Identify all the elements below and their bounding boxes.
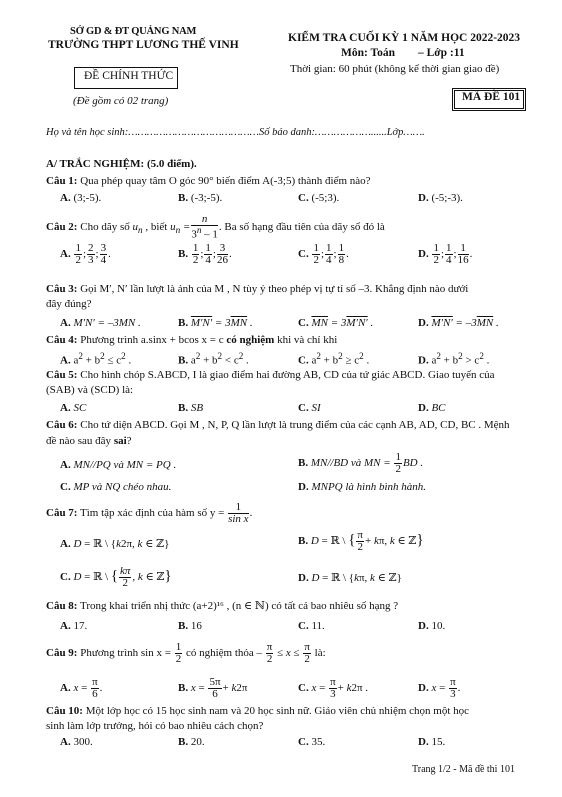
option-letter: A. xyxy=(60,459,71,471)
subject: Môn: Toán xyxy=(341,47,396,59)
option-letter: D. xyxy=(418,682,429,695)
question-text: Một lớp học có 15 học sinh nam và 20 học sinh nữ. Giáo viên chủ nhiệm chọn một học xyxy=(82,705,470,717)
student-info-line: Họ và tên học sinh:……………………………………Số báo danh:………………......Lớp……. xyxy=(46,127,425,138)
option-letter: B. xyxy=(178,682,189,695)
option-letter: D. xyxy=(298,572,309,584)
option-letter: A. xyxy=(60,402,71,414)
question-4 xyxy=(46,334,337,346)
option-letter: C. xyxy=(298,192,309,204)
option-letter: B. xyxy=(178,354,189,367)
option-text: MP và NQ chéo nhau. xyxy=(73,481,172,493)
question-label: Câu 2: xyxy=(46,220,78,233)
option-text: BD . xyxy=(402,457,424,470)
q4-option-c: C. $a^2 + b^2 \ge c^2$ . xyxy=(298,351,370,367)
option-text: (-5;3). xyxy=(311,192,340,204)
question-text: Phương trình a.sinx + bcos x = c xyxy=(77,334,227,346)
q7-option-a: A. D = ℝ \ {k2π, k ∈ ℤ} xyxy=(60,538,170,550)
option-letter: B. xyxy=(178,736,189,748)
question-label: Câu 9: xyxy=(46,647,78,660)
option-letter: D. xyxy=(418,736,429,748)
question-text: ? xyxy=(126,435,132,447)
question-text: , biết xyxy=(142,220,171,233)
option-letter: D. xyxy=(418,402,429,414)
option-text: 11. xyxy=(311,620,325,632)
q8-option-d xyxy=(418,620,445,632)
q1-option-a xyxy=(60,192,101,204)
option-text: (-5;-3). xyxy=(431,192,463,204)
question-text: . Ba số hạng đầu tiên của dãy số đó là xyxy=(218,220,385,233)
question-text: đề nào sau đây xyxy=(46,435,114,447)
option-letter: C. xyxy=(60,571,71,584)
school-name: TRƯỜNG THPT LƯƠNG THẾ VINH xyxy=(48,39,239,51)
q3-option-a: A. M′N′ = –3MN . xyxy=(60,317,141,329)
question-6-cont xyxy=(46,435,132,447)
option-letter: D. xyxy=(418,248,429,261)
q9-option-c: C. x = $\frac{\pi}{3}$ + k2π . xyxy=(298,676,369,700)
pages-note: (Đề gồm có 02 trang) xyxy=(73,95,169,107)
q9-option-d: D. x = $\frac{\pi}{3}$ . xyxy=(418,676,461,700)
question-10-cont: sinh làm lớp trưởng, hỏi có bao nhiêu cách chọn? xyxy=(46,720,264,732)
q10-option-c xyxy=(298,736,325,748)
q7-option-c: C. D = ℝ \ { $\frac{k\pi}{2}$ , k ∈ ℤ} xyxy=(60,565,172,589)
option-text: (-3;-5). xyxy=(190,192,223,204)
q6-option-b: B. MN//BD và MN = $\frac{1}{2}$ BD . xyxy=(298,451,424,475)
option-letter: B. xyxy=(178,317,189,329)
exam-time: Thời gian: 60 phút (không kể thời gian giao đề) xyxy=(290,63,500,75)
option-letter: D. xyxy=(418,354,429,367)
question-3 xyxy=(46,283,468,295)
option-letter: A. xyxy=(60,682,71,695)
page-footer: Trang 1/2 - Mã đề thi 101 xyxy=(412,764,515,775)
question-text: Trong khai triển nhị thức (a+2)¹⁶ , (n ∈ ℕ) có tất cả bao nhiêu số hạng ? xyxy=(77,600,399,612)
option-letter: D. xyxy=(418,620,429,632)
option-letter: A. xyxy=(60,354,71,367)
option-text: 17. xyxy=(73,620,88,632)
official-label: ĐỀ CHÍNH THỨC xyxy=(84,70,174,82)
question-5-cont: (SAB) và (SCD) là: xyxy=(46,384,134,396)
question-7: Câu 7: Tìm tập xác định của hàm số y = $\frac{1}{\text{sin x}}$ . xyxy=(46,501,253,525)
question-9: Câu 9: Phương trình sin x = $\frac{1}{2}$ có nghiệm thỏa – $\frac{\pi}{2}$ ≤ x ≤ $\frac{\pi}{2}$ là: xyxy=(46,641,326,665)
question-label: Câu 4: xyxy=(46,334,78,346)
q6-option-a xyxy=(60,459,176,471)
exam-code: MÃ ĐỀ 101 xyxy=(462,91,521,103)
q10-option-a xyxy=(60,736,93,748)
q1-option-d xyxy=(418,192,463,204)
question-text: có nghiệm thỏa – xyxy=(183,647,265,660)
option-letter: C. xyxy=(298,682,309,695)
question-10 xyxy=(46,705,469,717)
option-text: (3;-5). xyxy=(73,192,102,204)
question-5 xyxy=(46,369,495,381)
option-letter: C. xyxy=(60,481,71,493)
question-text: Cho hình chóp S.ABCD, I là giao điểm hai đường AB, CD của tứ giác ABCD. Giao tuyến của xyxy=(77,369,495,381)
option-letter: A. xyxy=(60,620,71,632)
option-text: 300. xyxy=(73,736,93,748)
option-text: MNPQ là hình bình hành. xyxy=(311,481,427,493)
q3-option-c: C. $\overline{MN} = 3M'N'$ . xyxy=(298,317,374,329)
option-letter: C. xyxy=(298,620,309,632)
q1-option-b xyxy=(178,192,222,204)
option-letter: A. xyxy=(60,248,71,261)
option-letter: B. xyxy=(298,535,309,548)
option-text: 15. xyxy=(431,736,446,748)
q5-option-c xyxy=(298,402,321,414)
math-formula: $u_n$ = xyxy=(170,220,191,236)
math-fraction: $\frac{n}{3^n - 1}$ xyxy=(191,213,218,241)
question-8 xyxy=(46,599,398,612)
q2-option-b: B. $\frac{1}{2}$ ; $\frac{1}{4}$ ; $\frac{3}{26}$ . xyxy=(178,242,232,266)
q1-option-c xyxy=(298,192,339,204)
option-letter: A. xyxy=(60,317,71,329)
question-label: Câu 10: xyxy=(46,705,83,717)
option-text: MN//PQ và MN = PQ . xyxy=(73,459,177,471)
q3-option-d: D. $M'N' = -3\overline{MN}$ . xyxy=(418,317,499,329)
grade: – Lớp :11 xyxy=(418,47,465,59)
q5-option-a xyxy=(60,402,86,414)
option-letter: B. xyxy=(298,457,309,470)
question-text: Phương trình sin x = xyxy=(77,647,174,660)
question-text: khi và chỉ khi xyxy=(274,334,338,346)
option-text: BC xyxy=(431,402,446,414)
question-2 xyxy=(46,214,385,241)
section-title: A/ TRẮC NGHIỆM: (5.0 điểm). xyxy=(46,158,197,170)
q8-option-a xyxy=(60,620,87,632)
question-text: Qua phép quay tâm O góc 90° biến điểm A(-3;5) thành điểm nào? xyxy=(77,175,371,187)
option-letter: C. xyxy=(298,354,309,367)
option-text: 16 xyxy=(190,620,202,632)
question-text: là: xyxy=(311,647,326,660)
q9-option-b: B. x = $\frac{5\pi}{6}$ + k2π xyxy=(178,676,248,700)
q5-option-b xyxy=(178,402,203,414)
q4-option-a: A. $a^2 + b^2 \le c^2$ . xyxy=(60,351,132,367)
option-letter: A. xyxy=(60,538,71,550)
question-text: Tìm tập xác định của hàm số y = xyxy=(77,507,228,520)
question-label: Câu 6: xyxy=(46,419,78,431)
option-text: MN//BD và MN = xyxy=(310,457,394,470)
q3-option-b: B. $M'N' = 3\overline{MN}$ . xyxy=(178,317,253,329)
q2-option-a: A. $\frac{1}{2}$ ; $\frac{2}{3}$ ; $\frac{3}{4}$ . xyxy=(60,242,111,266)
option-letter: A. xyxy=(60,192,71,204)
q2-option-d: D. $\frac{1}{2}$ ; $\frac{1}{4}$ ; $\frac{1}{16}$ . xyxy=(418,242,473,266)
q8-option-b xyxy=(178,620,202,632)
q5-option-d xyxy=(418,402,446,414)
question-text: Gọi M′, N′ lần lượt là ảnh của M , N tùy ý theo phép vị tự tỉ số –3. Khẳng định nào dưới xyxy=(77,283,469,295)
option-letter: B. xyxy=(178,248,189,261)
option-text: 20. xyxy=(190,736,205,748)
department-name: SỞ GD & ĐT QUẢNG NAM xyxy=(70,26,197,37)
question-label: Câu 5: xyxy=(46,369,78,381)
option-letter: B. xyxy=(178,402,189,414)
option-letter: D. xyxy=(418,192,429,204)
q7-option-b: B. D = ℝ \ { $\frac{\pi}{2}$ + kπ, k ∈ ℤ} xyxy=(298,529,424,553)
option-letter: D. xyxy=(298,481,309,493)
option-letter: A. xyxy=(60,736,71,748)
q8-option-c xyxy=(298,620,325,632)
option-letter: C. xyxy=(298,248,309,261)
question-label: Câu 1: xyxy=(46,175,78,187)
question-label: Câu 3: xyxy=(46,283,78,295)
question-label: Câu 7: xyxy=(46,507,78,520)
q10-option-b xyxy=(178,736,205,748)
question-text: Cho dãy số xyxy=(77,220,133,233)
q4-option-b: B. $a^2 + b^2 < c^2$ . xyxy=(178,351,249,367)
option-text: SB xyxy=(190,402,204,414)
option-letter: B. xyxy=(178,192,189,204)
q9-option-a: A. x = $\frac{\pi}{6}$ . xyxy=(60,676,103,700)
option-text: 35. xyxy=(311,736,326,748)
option-letter: C. xyxy=(298,317,309,329)
question-emphasis: có nghiệm xyxy=(226,334,275,346)
option-letter: C. xyxy=(298,736,309,748)
option-letter: B. xyxy=(178,620,189,632)
exam-title: KIỂM TRA CUỐI KỲ 1 NĂM HỌC 2022-2023 xyxy=(288,32,521,44)
math-un: $u_n$ xyxy=(132,220,143,236)
q4-option-d: D. $a^2 + b^2 > c^2$ . xyxy=(418,351,490,367)
option-letter: C. xyxy=(298,402,309,414)
q10-option-d xyxy=(418,736,445,748)
question-1 xyxy=(46,175,371,187)
question-6 xyxy=(46,419,510,431)
option-text: SI xyxy=(311,402,321,414)
q6-option-d xyxy=(298,481,426,493)
option-text: 10. xyxy=(431,620,446,632)
question-emphasis: sai xyxy=(113,435,127,447)
q6-option-c xyxy=(60,481,171,493)
q2-option-c: C. $\frac{1}{2}$ ; $\frac{1}{4}$ ; $\frac{1}{8}$ . xyxy=(298,242,349,266)
q7-option-d: D. D = ℝ \ {kπ, k ∈ ℤ} xyxy=(298,572,402,584)
question-3-cont: đây đúng? xyxy=(46,298,92,310)
question-label: Câu 8: xyxy=(46,600,78,612)
math-fraction: $\frac{1}{\text{sin x}}$ xyxy=(228,501,249,525)
question-text: Cho tứ diện ABCD. Gọi M , N, P, Q lần lượt là trung điểm của các cạnh AB, AD, CD, BC . Mệnh xyxy=(77,419,510,431)
option-text: SC xyxy=(73,402,87,414)
option-letter: D. xyxy=(418,317,429,329)
